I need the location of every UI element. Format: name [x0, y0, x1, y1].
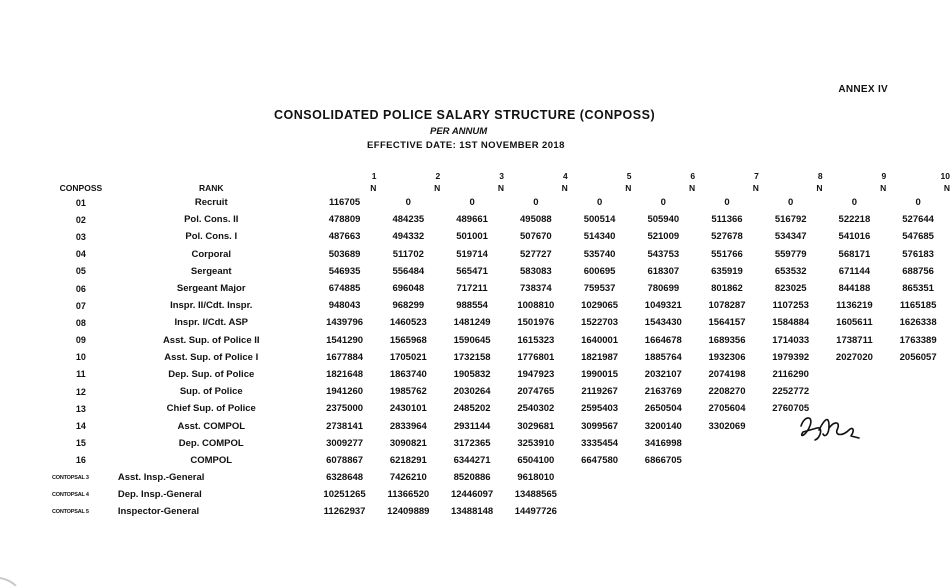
- salary-cell: 1664678: [644, 334, 682, 346]
- salary-cell: 487663: [328, 231, 361, 243]
- salary-cell: 780699: [647, 283, 680, 295]
- salary-cell: 1136219: [836, 300, 873, 312]
- salary-cell: 1947923: [517, 368, 555, 380]
- currency-header: N: [561, 183, 568, 193]
- salary-cell: 0: [405, 197, 411, 209]
- document-title: CONSOLIDATED POLICE SALARY STRUCTURE (CONPOSS): [274, 108, 656, 122]
- salary-cell: 1776801: [517, 351, 555, 363]
- grade-code: 15: [75, 438, 86, 449]
- salary-cell: 3416998: [644, 437, 682, 449]
- salary-cell: 2485202: [453, 403, 491, 415]
- salary-cell: 1677884: [326, 351, 364, 363]
- grade-code: 14: [75, 421, 86, 432]
- salary-cell: 6344271: [453, 454, 491, 466]
- rank-name: Inspr. I/Cdt. ASP: [174, 317, 249, 329]
- rank-name: Sergeant Major: [176, 283, 246, 295]
- salary-cell: 0: [851, 197, 858, 209]
- salary-cell: 501001: [456, 231, 488, 243]
- salary-cell: 2032107: [644, 368, 682, 380]
- salary-cell: 0: [660, 197, 666, 209]
- table-row: [52, 263, 950, 280]
- salary-cell: 2760705: [772, 403, 810, 415]
- salary-cell: 2430101: [389, 403, 427, 415]
- salary-cell: 1985762: [389, 386, 427, 398]
- salary-cell: 1821987: [581, 351, 619, 363]
- salary-cell: 1049321: [644, 300, 682, 312]
- salary-cell: [695, 435, 759, 452]
- salary-cell: 823025: [774, 283, 807, 295]
- salary-cell: 0: [915, 197, 921, 209]
- salary-cell: 527644: [902, 214, 934, 226]
- step-header: 9: [881, 171, 887, 181]
- salary-cell: 11366520: [387, 489, 430, 501]
- salary-cell: [695, 452, 759, 469]
- salary-cell: 2119267: [581, 386, 618, 398]
- salary-cell: 2074198: [708, 368, 746, 380]
- salary-cell: 1615323: [517, 334, 555, 346]
- salary-cell: 489661: [456, 214, 488, 226]
- salary-cell: 0: [724, 197, 730, 209]
- salary-cell: 12446097: [450, 489, 494, 501]
- grade-code: 01: [75, 197, 86, 208]
- salary-cell: 1565968: [389, 334, 427, 346]
- salary-cell: 2027020: [835, 351, 873, 363]
- salary-cell: 948043: [328, 300, 361, 312]
- salary-cell: 3009277: [326, 437, 364, 449]
- salary-cell: 116705: [328, 197, 361, 209]
- rank-name: Asst. Insp.-General: [117, 472, 205, 484]
- grade-code: 11: [76, 369, 86, 380]
- salary-cell: 3200140: [644, 420, 682, 432]
- salary-cell: [568, 503, 632, 520]
- salary-cell: 1543430: [644, 317, 682, 329]
- grade-code: 02: [75, 214, 86, 225]
- table-row: [52, 349, 950, 366]
- salary-cell: 10251265: [323, 489, 366, 501]
- grade-code: 05: [75, 266, 86, 277]
- salary-cell: 1165185: [899, 300, 937, 312]
- salary-cell: [886, 383, 950, 400]
- step-header: 8: [817, 171, 823, 181]
- salary-cell: 535740: [583, 248, 616, 260]
- rank-name: COMPOL: [190, 454, 233, 466]
- salary-cell: 1763389: [899, 334, 937, 346]
- salary-cell: 546935: [328, 265, 361, 277]
- salary-cell: 503689: [328, 248, 361, 260]
- currency-header: N: [370, 183, 377, 193]
- salary-cell: 8520886: [453, 472, 491, 484]
- effective-date: EFFECTIVE DATE: 1ST NOVEMBER 2018: [367, 140, 565, 151]
- salary-cell: 3335454: [581, 437, 619, 449]
- salary-cell: 527727: [520, 248, 552, 260]
- salary-cell: 13488565: [514, 489, 557, 501]
- salary-cell: 1590645: [453, 334, 491, 346]
- salary-cell: 14497726: [514, 506, 557, 518]
- salary-cell: 2163769: [644, 386, 682, 398]
- salary-cell: 500514: [583, 214, 616, 226]
- salary-cell: 618307: [647, 265, 680, 277]
- salary-cell: 1905832: [453, 368, 491, 380]
- salary-cell: 6328648: [326, 472, 364, 484]
- salary-cell: 2056057: [899, 351, 937, 363]
- salary-cell: 1564157: [708, 317, 746, 329]
- salary-cell: 13488148: [450, 506, 494, 518]
- salary-cell: 717211: [456, 283, 488, 295]
- table-row: [52, 297, 950, 314]
- salary-cell: [886, 366, 950, 383]
- step-header: 2: [435, 171, 441, 181]
- currency-header: N: [943, 183, 950, 193]
- salary-cell: 671144: [838, 265, 870, 277]
- salary-cell: 514340: [583, 231, 616, 243]
- salary-cell: 478809: [328, 214, 361, 226]
- per-annum-label: PER ANNUM: [430, 126, 488, 137]
- salary-cell: 3090821: [389, 437, 427, 449]
- grade-code: 12: [75, 386, 86, 397]
- salary-cell: 511702: [392, 248, 424, 260]
- rank-name: Inspr. II/Cdt. Inspr.: [170, 300, 253, 312]
- salary-cell: 494332: [392, 231, 425, 243]
- grade-code: 04: [75, 249, 86, 260]
- step-header: 10: [940, 171, 950, 181]
- salary-cell: 688756: [902, 265, 934, 277]
- salary-cell: 2595403: [581, 403, 619, 415]
- salary-cell: 1584884: [772, 317, 810, 329]
- salary-cell: [759, 469, 823, 486]
- grade-code: 07: [75, 300, 86, 311]
- salary-cell: 0: [788, 197, 794, 209]
- salary-cell: [886, 503, 950, 520]
- salary-cell: 2074765: [517, 386, 555, 398]
- salary-cell: 2116290: [772, 368, 809, 380]
- salary-cell: 6504100: [517, 454, 555, 466]
- rank-name: Sup. of Police: [179, 386, 243, 398]
- salary-cell: [631, 469, 695, 486]
- salary-cell: 1626338: [899, 317, 937, 329]
- rank-name: Chief Sup. of Police: [166, 403, 256, 415]
- annex-label: ANNEX IV: [838, 84, 888, 95]
- rank-name: Sergeant: [190, 265, 232, 277]
- salary-cell: 6218291: [389, 454, 427, 466]
- salary-cell: 1738711: [836, 334, 873, 346]
- table-row: [52, 211, 950, 228]
- salary-cell: 543753: [647, 248, 680, 260]
- salary-cell: [759, 452, 823, 469]
- salary-cell: 2208270: [708, 386, 746, 398]
- salary-cell: [823, 383, 887, 400]
- salary-cell: 2705604: [708, 403, 746, 415]
- grade-code: CONTOPSAL 3: [52, 474, 89, 481]
- table-row: [52, 228, 950, 245]
- salary-cell: 1541290: [326, 334, 364, 346]
- salary-cell: 3253910: [517, 437, 555, 449]
- salary-cell: 635919: [711, 265, 743, 277]
- rank-name: Corporal: [191, 248, 232, 260]
- table-row: [52, 503, 950, 520]
- salary-cell: 1821648: [326, 368, 364, 380]
- grade-code: 13: [75, 403, 86, 414]
- salary-cell: 2540302: [517, 403, 555, 415]
- step-header: 5: [626, 171, 632, 181]
- grade-code: 03: [75, 231, 86, 242]
- table-row: [52, 366, 950, 383]
- salary-cell: 865351: [902, 283, 934, 295]
- salary-cell: 0: [596, 197, 603, 209]
- rank-name: Asst. Sup. of Police II: [162, 334, 260, 346]
- salary-cell: 3099567: [581, 420, 619, 432]
- table-row: [52, 469, 950, 486]
- grade-code: 09: [75, 335, 86, 346]
- salary-cell: 7426210: [389, 472, 427, 484]
- salary-cell: 3172365: [453, 437, 491, 449]
- table-row: [52, 452, 950, 469]
- salary-cell: 1522703: [581, 317, 619, 329]
- salary-cell: [823, 469, 887, 486]
- table-row: [52, 383, 950, 400]
- salary-cell: [695, 486, 759, 503]
- salary-cell: 551766: [711, 248, 743, 260]
- rank-name: Recruit: [194, 197, 228, 209]
- salary-cell: 505940: [647, 214, 680, 226]
- salary-table-body: [52, 194, 950, 521]
- salary-cell: 600695: [583, 265, 616, 277]
- currency-header: N: [816, 183, 823, 193]
- salary-cell: 1107253: [772, 300, 809, 312]
- rank-name: Inspector-General: [117, 506, 200, 518]
- salary-cell: 6647580: [581, 454, 619, 466]
- salary-cell: 583083: [520, 265, 552, 277]
- salary-cell: 1439796: [326, 317, 364, 329]
- salary-table: [52, 170, 950, 521]
- rank-header: RANK: [198, 183, 224, 193]
- salary-cell: 968299: [392, 300, 425, 312]
- salary-cell: 1979392: [772, 351, 810, 363]
- salary-cell: 556484: [392, 265, 425, 277]
- salary-cell: [631, 486, 695, 503]
- salary-cell: [886, 469, 950, 486]
- table-row: [52, 314, 950, 331]
- column-header-row: [52, 182, 950, 194]
- salary-cell: 1689356: [708, 334, 746, 346]
- table-row: [52, 280, 950, 297]
- salary-cell: 2375000: [326, 403, 364, 415]
- salary-cell: 1029065: [581, 300, 619, 312]
- conposs-header: CONPOSS: [59, 183, 103, 193]
- salary-cell: [759, 486, 823, 503]
- salary-cell: [886, 435, 950, 452]
- salary-cell: [886, 486, 950, 503]
- step-header: 6: [690, 171, 696, 181]
- table-row: [52, 246, 950, 263]
- rank-name: Pol. Cons. II: [184, 214, 239, 226]
- salary-cell: 9618010: [517, 472, 555, 484]
- salary-cell: 3302069: [708, 420, 746, 432]
- salary-cell: [823, 503, 887, 520]
- salary-cell: [695, 469, 759, 486]
- rank-name: Dep. Insp.-General: [117, 489, 202, 501]
- table-row: [52, 486, 950, 503]
- salary-cell: 2738141: [326, 420, 364, 432]
- salary-cell: 511366: [711, 214, 743, 226]
- salary-cell: 738374: [520, 283, 552, 295]
- salary-cell: 576183: [902, 248, 934, 260]
- salary-cell: [886, 417, 950, 434]
- rank-name: Pol. Cons. I: [185, 231, 238, 243]
- salary-cell: 1640001: [581, 334, 619, 346]
- salary-cell: 516792: [774, 214, 807, 226]
- salary-cell: 759537: [583, 283, 616, 295]
- currency-header: N: [880, 183, 887, 193]
- salary-cell: 801862: [711, 283, 743, 295]
- salary-cell: 565471: [456, 265, 488, 277]
- salary-cell: 2833964: [389, 420, 427, 432]
- table-row: [52, 332, 950, 349]
- salary-cell: [886, 452, 950, 469]
- salary-cell: 1732158: [453, 351, 491, 363]
- salary-cell: 568171: [838, 248, 871, 260]
- table-row: [52, 194, 950, 211]
- currency-header: N: [752, 183, 759, 193]
- rank-name: Dep. COMPOL: [178, 437, 244, 449]
- salary-cell: 12409889: [387, 506, 430, 518]
- salary-cell: [886, 400, 950, 417]
- salary-cell: 1941260: [326, 386, 364, 398]
- salary-cell: 2650504: [644, 403, 682, 415]
- page-corner-curl: [0, 576, 20, 586]
- salary-cell: 3029681: [517, 420, 555, 432]
- salary-cell: 6866705: [644, 454, 682, 466]
- rank-name: Asst. Sup. of Police I: [164, 351, 259, 363]
- grade-code: 06: [75, 283, 86, 294]
- salary-cell: 674885: [328, 283, 361, 295]
- salary-cell: 1990015: [581, 368, 619, 380]
- grade-code: CONTOPSAL 4: [52, 491, 89, 498]
- grade-code: 16: [75, 455, 86, 466]
- grade-code: 08: [75, 317, 86, 328]
- salary-cell: 696048: [392, 283, 425, 295]
- salary-cell: 1714033: [772, 334, 810, 346]
- salary-cell: 653532: [774, 265, 807, 277]
- salary-cell: 1932306: [708, 351, 746, 363]
- salary-cell: 2030264: [453, 386, 491, 398]
- salary-cell: 988554: [456, 300, 488, 312]
- salary-cell: 521009: [647, 231, 680, 243]
- salary-cell: 1705021: [389, 351, 427, 363]
- salary-cell: [823, 452, 887, 469]
- salary-cell: [823, 366, 887, 383]
- salary-cell: 484235: [392, 214, 425, 226]
- currency-header: N: [434, 183, 441, 193]
- salary-cell: 2931144: [453, 420, 491, 432]
- salary-cell: [568, 486, 632, 503]
- salary-cell: [695, 503, 759, 520]
- salary-cell: 1481249: [453, 317, 491, 329]
- salary-cell: 11262937: [323, 506, 366, 518]
- step-header: 1: [371, 171, 377, 181]
- salary-cell: 541016: [838, 231, 871, 243]
- salary-cell: 0: [469, 197, 475, 209]
- salary-cell: 844188: [838, 283, 871, 295]
- salary-cell: [823, 486, 887, 503]
- salary-cell: 559779: [774, 248, 807, 260]
- salary-cell: 1863740: [389, 368, 427, 380]
- salary-cell: [568, 469, 632, 486]
- salary-cell: 0: [533, 197, 539, 209]
- step-header: 3: [499, 171, 504, 181]
- salary-cell: 1501976: [517, 317, 555, 329]
- grade-code: CONTOPSAL 5: [52, 508, 89, 515]
- salary-cell: 522218: [838, 214, 871, 226]
- salary-cell: 495088: [520, 214, 552, 226]
- rank-name: Dep. Sup. of Police: [168, 368, 255, 380]
- salary-cell: 1078287: [708, 300, 746, 312]
- salary-cell: 2252772: [772, 386, 810, 398]
- salary-cell: [759, 503, 823, 520]
- grade-code: 10: [75, 352, 86, 363]
- salary-cell: [631, 503, 695, 520]
- salary-cell: 1885764: [644, 351, 682, 363]
- currency-header: N: [689, 183, 696, 193]
- salary-cell: 507670: [520, 231, 552, 243]
- salary-cell: 527678: [711, 231, 743, 243]
- currency-header: N: [625, 183, 632, 193]
- salary-cell: 6078867: [326, 454, 364, 466]
- step-header: 7: [754, 171, 759, 181]
- salary-cell: 547685: [902, 231, 934, 243]
- salary-cell: 1008810: [517, 300, 555, 312]
- rank-name: Asst. COMPOL: [177, 420, 246, 432]
- salary-cell: 1460523: [389, 317, 427, 329]
- currency-header: N: [497, 183, 504, 193]
- step-header: 4: [563, 171, 568, 181]
- salary-cell: 534347: [774, 231, 807, 243]
- signature-mark: [795, 408, 865, 448]
- step-number-row: [52, 170, 950, 182]
- salary-cell: 519714: [456, 248, 488, 260]
- salary-cell: 1605611: [836, 317, 873, 329]
